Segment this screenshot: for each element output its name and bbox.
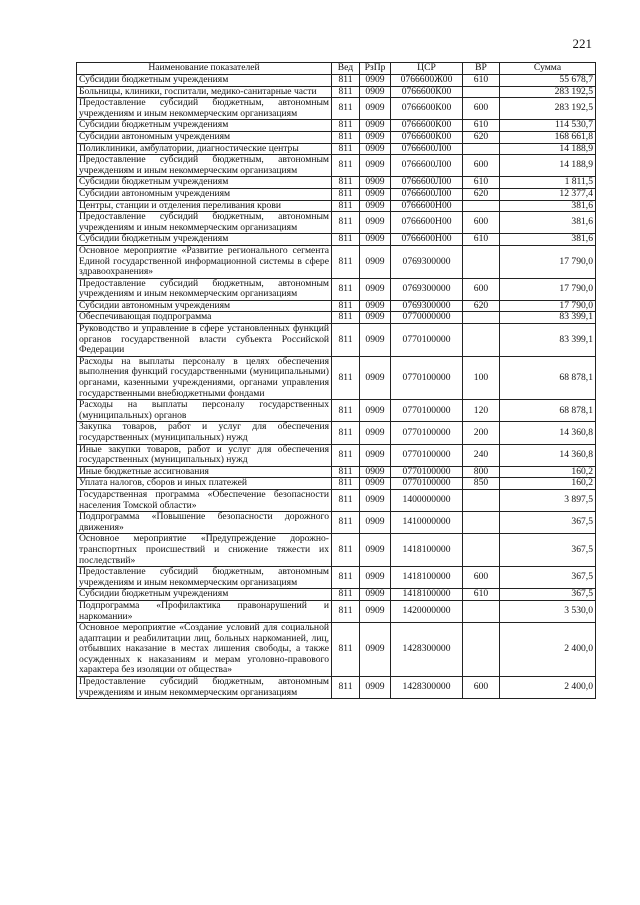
cell-vr: 200 bbox=[463, 422, 500, 444]
cell-vr: 600 bbox=[463, 155, 500, 177]
table-row bbox=[77, 589, 596, 601]
cell-ved: 811 bbox=[332, 478, 360, 490]
cell-name: Предоставление субсидий бюджетным, автономным учреждениям и иным некоммерческим организациям bbox=[77, 677, 332, 699]
cell-vr: 620 bbox=[463, 131, 500, 143]
cell-vr bbox=[463, 312, 500, 324]
cell-ved: 811 bbox=[332, 534, 360, 567]
cell-rzpr: 0909 bbox=[360, 300, 391, 312]
table-row bbox=[77, 300, 596, 312]
cell-rzpr: 0909 bbox=[360, 200, 391, 212]
table-row bbox=[77, 98, 596, 120]
cell-csr: 0766600К00 bbox=[391, 131, 463, 143]
cell-rzpr: 0909 bbox=[360, 86, 391, 98]
cell-ved: 811 bbox=[332, 466, 360, 478]
cell-name: Предоставление субсидий бюджетным, автономным учреждениям и иным некоммерческим организациям bbox=[77, 278, 332, 300]
cell-ved: 811 bbox=[332, 623, 360, 677]
cell-ved: 811 bbox=[332, 324, 360, 357]
cell-vr bbox=[463, 489, 500, 511]
cell-rzpr: 0909 bbox=[360, 324, 391, 357]
cell-rzpr: 0909 bbox=[360, 356, 391, 399]
header-rzpr: РзПр bbox=[360, 63, 391, 75]
cell-vr bbox=[463, 512, 500, 534]
table-row bbox=[77, 120, 596, 132]
cell-name: Расходы на выплаты персоналу государственных (муниципальных) органов bbox=[77, 400, 332, 422]
cell-vr: 620 bbox=[463, 300, 500, 312]
cell-ved: 811 bbox=[332, 600, 360, 622]
table-row bbox=[77, 324, 596, 357]
cell-rzpr: 0909 bbox=[360, 534, 391, 567]
cell-ved: 811 bbox=[332, 300, 360, 312]
table-row bbox=[77, 200, 596, 212]
cell-sum: 1 811,5 bbox=[500, 177, 596, 189]
header-row bbox=[77, 63, 596, 75]
cell-rzpr: 0909 bbox=[360, 120, 391, 132]
table-row bbox=[77, 212, 596, 234]
cell-rzpr: 0909 bbox=[360, 234, 391, 246]
cell-csr: 1410000000 bbox=[391, 512, 463, 534]
header-csr: ЦСР bbox=[391, 63, 463, 75]
cell-sum: 2 400,0 bbox=[500, 623, 596, 677]
cell-name: Субсидии автономным учреждениям bbox=[77, 188, 332, 200]
cell-csr: 1428300000 bbox=[391, 677, 463, 699]
cell-ved: 811 bbox=[332, 356, 360, 399]
cell-csr: 0770100000 bbox=[391, 422, 463, 444]
cell-sum: 3 530,0 bbox=[500, 600, 596, 622]
table-row bbox=[77, 278, 596, 300]
cell-csr: 1418100000 bbox=[391, 567, 463, 589]
cell-vr bbox=[463, 245, 500, 278]
cell-name: Больницы, клиники, госпитали, медико-санитарные части bbox=[77, 86, 332, 98]
cell-csr: 0769300000 bbox=[391, 300, 463, 312]
cell-sum: 367,5 bbox=[500, 512, 596, 534]
cell-rzpr: 0909 bbox=[360, 400, 391, 422]
cell-ved: 811 bbox=[332, 278, 360, 300]
cell-sum: 3 897,5 bbox=[500, 489, 596, 511]
cell-ved: 811 bbox=[332, 212, 360, 234]
cell-sum: 12 377,4 bbox=[500, 188, 596, 200]
cell-rzpr: 0909 bbox=[360, 98, 391, 120]
table-row bbox=[77, 312, 596, 324]
cell-ved: 811 bbox=[332, 143, 360, 155]
cell-sum: 283 192,5 bbox=[500, 86, 596, 98]
cell-ved: 811 bbox=[332, 312, 360, 324]
cell-rzpr: 0909 bbox=[360, 623, 391, 677]
cell-vr: 620 bbox=[463, 188, 500, 200]
cell-ved: 811 bbox=[332, 567, 360, 589]
cell-vr: 850 bbox=[463, 478, 500, 490]
cell-name: Государственная программа «Обеспечение безопасности населения Томской области» bbox=[77, 489, 332, 511]
cell-csr: 1418100000 bbox=[391, 589, 463, 601]
cell-sum: 381,6 bbox=[500, 234, 596, 246]
cell-name: Основное мероприятие «Создание условий для социальной адаптации и реабилитации лиц, больных наркоманией, лиц, отбывших наказание в местах лишения свободы, а также осужденных к наказаниям и мерам уголовно-правового характера без изоляции от общества» bbox=[77, 623, 332, 677]
cell-vr: 800 bbox=[463, 466, 500, 478]
cell-name: Основное мероприятие «Предупреждение дорожно-транспортных происшествий и снижение тяжести их последствий» bbox=[77, 534, 332, 567]
cell-sum: 367,5 bbox=[500, 534, 596, 567]
cell-name: Иные закупки товаров, работ и услуг для обеспечения государственных (муниципальных) нужд bbox=[77, 444, 332, 466]
cell-ved: 811 bbox=[332, 489, 360, 511]
table-row bbox=[77, 422, 596, 444]
budget-table bbox=[76, 62, 596, 699]
cell-sum: 17 790,0 bbox=[500, 300, 596, 312]
cell-ved: 811 bbox=[332, 177, 360, 189]
table-row bbox=[77, 444, 596, 466]
table-header bbox=[77, 63, 596, 75]
cell-csr: 0770100000 bbox=[391, 444, 463, 466]
cell-ved: 811 bbox=[332, 400, 360, 422]
table-row bbox=[77, 356, 596, 399]
cell-rzpr: 0909 bbox=[360, 75, 391, 87]
cell-rzpr: 0909 bbox=[360, 567, 391, 589]
cell-sum: 381,6 bbox=[500, 212, 596, 234]
cell-sum: 83 399,1 bbox=[500, 324, 596, 357]
cell-sum: 160,2 bbox=[500, 478, 596, 490]
cell-sum: 168 661,8 bbox=[500, 131, 596, 143]
cell-rzpr: 0909 bbox=[360, 212, 391, 234]
cell-name: Предоставление субсидий бюджетным, автономным учреждениям и иным некоммерческим организациям bbox=[77, 155, 332, 177]
cell-rzpr: 0909 bbox=[360, 312, 391, 324]
cell-name: Закупка товаров, работ и услуг для обеспечения государственных (муниципальных) нужд bbox=[77, 422, 332, 444]
cell-name: Субсидии бюджетным учреждениям bbox=[77, 120, 332, 132]
cell-name: Уплата налогов, сборов и иных платежей bbox=[77, 478, 332, 490]
cell-vr: 610 bbox=[463, 177, 500, 189]
cell-vr bbox=[463, 324, 500, 357]
page-number: 221 bbox=[572, 36, 592, 51]
cell-csr: 1418100000 bbox=[391, 534, 463, 567]
cell-sum: 17 790,0 bbox=[500, 278, 596, 300]
cell-sum: 114 530,7 bbox=[500, 120, 596, 132]
cell-name: Руководство и управление в сфере установленных функций органов государственной власти субъекта Российской Федерации bbox=[77, 324, 332, 357]
cell-sum: 367,5 bbox=[500, 589, 596, 601]
cell-sum: 14 188,9 bbox=[500, 143, 596, 155]
cell-sum: 367,5 bbox=[500, 567, 596, 589]
table-row bbox=[77, 245, 596, 278]
cell-csr: 0766600Ж00 bbox=[391, 75, 463, 87]
cell-vr: 610 bbox=[463, 75, 500, 87]
cell-vr bbox=[463, 143, 500, 155]
cell-sum: 83 399,1 bbox=[500, 312, 596, 324]
cell-rzpr: 0909 bbox=[360, 489, 391, 511]
cell-csr: 0770100000 bbox=[391, 400, 463, 422]
table-row bbox=[77, 623, 596, 677]
cell-csr: 0766600Л00 bbox=[391, 177, 463, 189]
cell-vr: 600 bbox=[463, 677, 500, 699]
cell-rzpr: 0909 bbox=[360, 422, 391, 444]
cell-vr: 120 bbox=[463, 400, 500, 422]
cell-vr bbox=[463, 86, 500, 98]
cell-name: Расходы на выплаты персоналу в целях обеспечения выполнения функций государственными (муниципальными) органами, казенными учреждениями, органами управления государственными внебюджетными фондами bbox=[77, 356, 332, 399]
cell-rzpr: 0909 bbox=[360, 143, 391, 155]
table-row bbox=[77, 75, 596, 87]
cell-ved: 811 bbox=[332, 512, 360, 534]
cell-csr: 0770100000 bbox=[391, 324, 463, 357]
cell-name: Субсидии автономным учреждениям bbox=[77, 300, 332, 312]
table-body bbox=[77, 75, 596, 699]
cell-ved: 811 bbox=[332, 245, 360, 278]
table-row bbox=[77, 478, 596, 490]
cell-name: Субсидии бюджетным учреждениям bbox=[77, 75, 332, 87]
cell-sum: 55 678,7 bbox=[500, 75, 596, 87]
header-ved: Вед bbox=[332, 63, 360, 75]
cell-rzpr: 0909 bbox=[360, 245, 391, 278]
cell-csr: 0766600Н00 bbox=[391, 212, 463, 234]
cell-vr: 600 bbox=[463, 567, 500, 589]
cell-sum: 14 360,8 bbox=[500, 422, 596, 444]
cell-vr: 610 bbox=[463, 589, 500, 601]
cell-name: Предоставление субсидий бюджетным, автономным учреждениям и иным некоммерческим организациям bbox=[77, 567, 332, 589]
cell-rzpr: 0909 bbox=[360, 600, 391, 622]
cell-ved: 811 bbox=[332, 444, 360, 466]
cell-name: Субсидии автономным учреждениям bbox=[77, 131, 332, 143]
cell-rzpr: 0909 bbox=[360, 177, 391, 189]
cell-csr: 0766600Н00 bbox=[391, 234, 463, 246]
cell-rzpr: 0909 bbox=[360, 677, 391, 699]
cell-vr: 240 bbox=[463, 444, 500, 466]
cell-csr: 0770000000 bbox=[391, 312, 463, 324]
cell-name: Предоставление субсидий бюджетным, автономным учреждениям и иным некоммерческим организациям bbox=[77, 98, 332, 120]
cell-name: Основное мероприятие «Развитие регионального сегмента Единой государственной информационной системы в сфере здравоохранения» bbox=[77, 245, 332, 278]
header-sum: Сумма bbox=[500, 63, 596, 75]
cell-sum: 160,2 bbox=[500, 466, 596, 478]
cell-rzpr: 0909 bbox=[360, 589, 391, 601]
table-row bbox=[77, 512, 596, 534]
cell-sum: 68 878,1 bbox=[500, 400, 596, 422]
cell-csr: 1428300000 bbox=[391, 623, 463, 677]
cell-ved: 811 bbox=[332, 422, 360, 444]
table-row bbox=[77, 86, 596, 98]
cell-csr: 0766600К00 bbox=[391, 86, 463, 98]
table-row bbox=[77, 155, 596, 177]
cell-csr: 0770100000 bbox=[391, 466, 463, 478]
cell-name: Иные бюджетные ассигнования bbox=[77, 466, 332, 478]
cell-csr: 0769300000 bbox=[391, 245, 463, 278]
cell-csr: 1420000000 bbox=[391, 600, 463, 622]
cell-csr: 0770100000 bbox=[391, 356, 463, 399]
cell-name: Обеспечивающая подпрограмма bbox=[77, 312, 332, 324]
cell-ved: 811 bbox=[332, 155, 360, 177]
cell-ved: 811 bbox=[332, 589, 360, 601]
cell-name: Субсидии бюджетным учреждениям bbox=[77, 589, 332, 601]
table-row bbox=[77, 466, 596, 478]
table-row bbox=[77, 131, 596, 143]
cell-rzpr: 0909 bbox=[360, 155, 391, 177]
cell-name: Предоставление субсидий бюджетным, автономным учреждениям и иным некоммерческим организациям bbox=[77, 212, 332, 234]
cell-name: Центры, станции и отделения переливания крови bbox=[77, 200, 332, 212]
table-row bbox=[77, 234, 596, 246]
cell-vr: 600 bbox=[463, 212, 500, 234]
cell-sum: 2 400,0 bbox=[500, 677, 596, 699]
cell-vr bbox=[463, 200, 500, 212]
cell-name: Поликлиники, амбулатории, диагностические центры bbox=[77, 143, 332, 155]
cell-ved: 811 bbox=[332, 98, 360, 120]
cell-ved: 811 bbox=[332, 188, 360, 200]
cell-name: Подпрограмма «Повышение безопасности дорожного движения» bbox=[77, 512, 332, 534]
cell-sum: 14 360,8 bbox=[500, 444, 596, 466]
cell-name: Подпрограмма «Профилактика правонарушений и наркомании» bbox=[77, 600, 332, 622]
cell-vr: 100 bbox=[463, 356, 500, 399]
cell-vr: 600 bbox=[463, 278, 500, 300]
cell-vr: 610 bbox=[463, 120, 500, 132]
cell-ved: 811 bbox=[332, 75, 360, 87]
cell-name: Субсидии бюджетным учреждениям bbox=[77, 234, 332, 246]
cell-vr bbox=[463, 534, 500, 567]
cell-sum: 17 790,0 bbox=[500, 245, 596, 278]
cell-csr: 0766600Л00 bbox=[391, 143, 463, 155]
header-vr: ВР bbox=[463, 63, 500, 75]
cell-rzpr: 0909 bbox=[360, 466, 391, 478]
cell-vr: 600 bbox=[463, 98, 500, 120]
cell-csr: 0766600Н00 bbox=[391, 200, 463, 212]
table-row bbox=[77, 489, 596, 511]
cell-csr: 1400000000 bbox=[391, 489, 463, 511]
cell-csr: 0766600К00 bbox=[391, 120, 463, 132]
table-row bbox=[77, 400, 596, 422]
table-row bbox=[77, 600, 596, 622]
cell-rzpr: 0909 bbox=[360, 444, 391, 466]
table-row bbox=[77, 534, 596, 567]
cell-sum: 381,6 bbox=[500, 200, 596, 212]
cell-sum: 68 878,1 bbox=[500, 356, 596, 399]
cell-ved: 811 bbox=[332, 677, 360, 699]
cell-csr: 0766600Л00 bbox=[391, 155, 463, 177]
cell-vr bbox=[463, 623, 500, 677]
cell-ved: 811 bbox=[332, 234, 360, 246]
cell-rzpr: 0909 bbox=[360, 512, 391, 534]
header-name: Наименование показателей bbox=[77, 63, 332, 75]
cell-sum: 14 188,9 bbox=[500, 155, 596, 177]
cell-csr: 0766600К00 bbox=[391, 98, 463, 120]
cell-sum: 283 192,5 bbox=[500, 98, 596, 120]
table-row bbox=[77, 677, 596, 699]
table-row bbox=[77, 143, 596, 155]
cell-csr: 0770100000 bbox=[391, 478, 463, 490]
table-row bbox=[77, 188, 596, 200]
table-row bbox=[77, 567, 596, 589]
cell-ved: 811 bbox=[332, 131, 360, 143]
cell-csr: 0769300000 bbox=[391, 278, 463, 300]
table-row bbox=[77, 177, 596, 189]
cell-ved: 811 bbox=[332, 120, 360, 132]
cell-rzpr: 0909 bbox=[360, 278, 391, 300]
cell-rzpr: 0909 bbox=[360, 131, 391, 143]
cell-vr bbox=[463, 600, 500, 622]
cell-csr: 0766600Л00 bbox=[391, 188, 463, 200]
cell-vr: 610 bbox=[463, 234, 500, 246]
cell-rzpr: 0909 bbox=[360, 478, 391, 490]
cell-ved: 811 bbox=[332, 86, 360, 98]
cell-ved: 811 bbox=[332, 200, 360, 212]
cell-name: Субсидии бюджетным учреждениям bbox=[77, 177, 332, 189]
cell-rzpr: 0909 bbox=[360, 188, 391, 200]
